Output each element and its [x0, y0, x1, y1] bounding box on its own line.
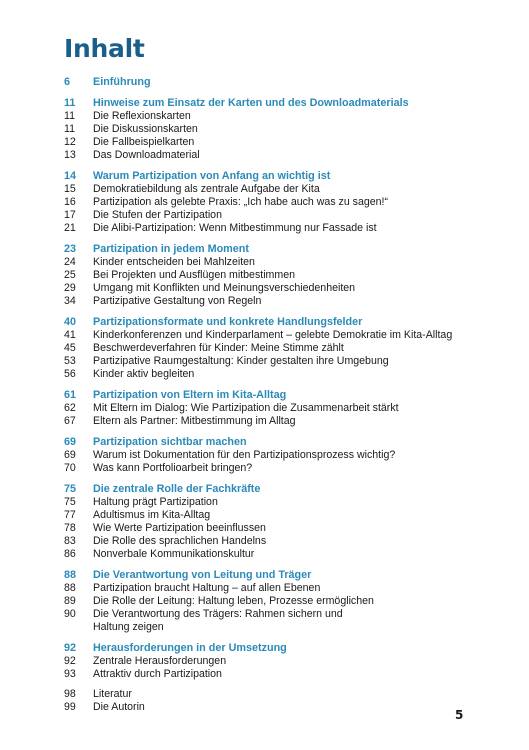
toc-entry[interactable] — [64, 402, 494, 415]
toc-entry-title: Die Autorin — [93, 701, 145, 713]
toc-page-number: 83 — [64, 535, 76, 547]
toc-page-number: 11 — [64, 110, 75, 122]
toc-page-number: 86 — [64, 548, 76, 560]
toc-entry-title: Wie Werte Partizipation beeinflussen — [93, 522, 266, 534]
toc-entry[interactable] — [64, 688, 494, 701]
toc-entry[interactable] — [64, 621, 494, 634]
toc-page-number: 69 — [64, 436, 77, 448]
toc-page-number: 99 — [64, 701, 76, 713]
toc-entry-title: Demokratiebildung als zentrale Aufgabe der Kita — [93, 183, 320, 195]
toc-entry[interactable] — [64, 149, 494, 162]
toc-page-number: 14 — [64, 170, 77, 182]
toc-entry-title: Partizipative Gestaltung von Regeln — [93, 295, 262, 307]
toc-page-number: 24 — [64, 256, 76, 268]
toc-entry-title: Warum ist Dokumentation für den Partizipationsprozess wichtig? — [93, 449, 396, 461]
toc-page-number: 41 — [64, 329, 76, 341]
toc-entry-title: Das Downloadmaterial — [93, 149, 200, 161]
toc-section-heading[interactable] — [64, 435, 494, 449]
toc-page-number: 88 — [64, 582, 76, 594]
toc-page-number: 67 — [64, 415, 76, 427]
toc-entry-title: Die zentrale Rolle der Fachkräfte — [93, 483, 261, 495]
toc-entry[interactable] — [64, 256, 494, 269]
toc-page-number: 17 — [64, 209, 76, 221]
toc-page-number: 25 — [64, 269, 76, 281]
toc-entry[interactable] — [64, 123, 494, 136]
toc-entry[interactable] — [64, 595, 494, 608]
toc-entry[interactable] — [64, 449, 494, 462]
toc-entry-title: Literatur — [93, 688, 132, 700]
toc-entry-title: Partizipation als gelebte Praxis: „Ich habe auch was zu sagen!“ — [93, 196, 389, 208]
toc-page-number: 70 — [64, 462, 76, 474]
toc-section — [64, 568, 494, 634]
toc-entry-title: Eltern als Partner: Mitbestimmung im Alltag — [93, 415, 296, 427]
toc-entry[interactable] — [64, 269, 494, 282]
toc-section-heading[interactable] — [64, 568, 494, 582]
toc-section — [64, 641, 494, 681]
toc-entry-title: Die Diskussionskarten — [93, 123, 198, 135]
toc-section-heading[interactable] — [64, 641, 494, 655]
toc-section — [64, 242, 494, 308]
toc-page-number: 61 — [64, 389, 77, 401]
toc-entry-title: Nonverbale Kommunikationskultur — [93, 548, 255, 560]
toc-section — [64, 96, 494, 162]
toc-back-matter — [64, 688, 494, 714]
toc-entry[interactable] — [64, 701, 494, 714]
toc-entry[interactable] — [64, 329, 494, 342]
toc-section — [64, 482, 494, 561]
toc-entry[interactable] — [64, 522, 494, 535]
toc-entry-title: Partizipation braucht Haltung – auf allen Ebenen — [93, 582, 321, 594]
toc-entry[interactable] — [64, 196, 494, 209]
toc-page-number: 69 — [64, 449, 76, 461]
toc-section-heading[interactable] — [64, 242, 494, 256]
toc-page-number: 98 — [64, 688, 76, 700]
toc-entry[interactable] — [64, 209, 494, 222]
toc-section — [64, 75, 494, 89]
toc-entry-title: Die Verantwortung des Trägers: Rahmen sichern und — [93, 608, 343, 620]
toc-entry[interactable] — [64, 222, 494, 235]
toc-page-number: 89 — [64, 595, 76, 607]
toc-section — [64, 169, 494, 235]
toc-page-number: 6 — [64, 76, 71, 88]
toc-page-number: 23 — [64, 243, 77, 255]
toc-entry[interactable] — [64, 496, 494, 509]
toc-section-heading[interactable] — [64, 315, 494, 329]
toc-page-number: 13 — [64, 149, 76, 161]
toc-entry[interactable] — [64, 110, 494, 123]
toc-entry-title: Zentrale Herausforderungen — [93, 655, 227, 667]
page-number: 5 — [455, 708, 464, 722]
toc-entry-title: Haltung prägt Partizipation — [93, 496, 218, 508]
toc-page-number: 75 — [64, 496, 76, 508]
toc-page-number: 53 — [64, 355, 76, 367]
toc-entry-title: Herausforderungen in der Umsetzung — [93, 642, 287, 654]
toc-entry[interactable] — [64, 136, 494, 149]
toc-section-heading[interactable] — [64, 75, 494, 89]
toc-entry-title: Die Verantwortung von Leitung und Träger — [93, 569, 312, 581]
table-of-contents — [64, 75, 494, 721]
toc-page-number: 77 — [64, 509, 76, 521]
toc-entry-title: Kinderkonferenzen und Kinderparlament – gelebte Demokratie im Kita-Alltag — [93, 329, 453, 341]
toc-entry-title: Beschwerdeverfahren für Kinder: Meine Stimme zählt — [93, 342, 344, 354]
toc-entry[interactable] — [64, 415, 494, 428]
toc-entry-title: Was kann Portfolioarbeit bringen? — [93, 462, 253, 474]
toc-page-number: 29 — [64, 282, 76, 294]
toc-entry[interactable] — [64, 608, 494, 621]
toc-entry[interactable] — [64, 355, 494, 368]
toc-entry[interactable] — [64, 295, 494, 308]
toc-entry-title: Die Fallbeispielkarten — [93, 136, 195, 148]
toc-entry-title: Die Reflexionskarten — [93, 110, 191, 122]
toc-page-number: 11 — [64, 97, 76, 109]
toc-page-number: 88 — [64, 569, 77, 581]
toc-section-heading[interactable] — [64, 169, 494, 183]
toc-entry-title: Die Alibi-Partizipation: Wenn Mitbestimmung nur Fassade ist — [93, 222, 377, 234]
toc-entry[interactable] — [64, 282, 494, 295]
toc-entry-title: Die Rolle der Leitung: Haltung leben, Prozesse ermöglichen — [93, 595, 374, 607]
toc-page-number: 78 — [64, 522, 76, 534]
page-title: Inhalt — [64, 34, 145, 63]
toc-entry-title: Hinweise zum Einsatz der Karten und des Downloadmaterials — [93, 97, 409, 109]
toc-entry[interactable] — [64, 342, 494, 355]
toc-page-number: 15 — [64, 183, 76, 195]
toc-page-number: 92 — [64, 642, 77, 654]
toc-page-number: 90 — [64, 608, 76, 620]
toc-entry[interactable] — [64, 462, 494, 475]
toc-entry-title: Die Stufen der Partizipation — [93, 209, 222, 221]
toc-entry-title: Mit Eltern im Dialog: Wie Partizipation die Zusammenarbeit stärkt — [93, 402, 399, 414]
toc-section — [64, 388, 494, 428]
toc-entry-title: Einführung — [93, 76, 151, 88]
toc-entry-title: Bei Projekten und Ausflügen mitbestimmen — [93, 269, 295, 281]
toc-entry-title: Haltung zeigen — [93, 621, 164, 633]
toc-entry-title: Umgang mit Konflikten und Meinungsverschiedenheiten — [93, 282, 356, 294]
toc-page-number — [64, 621, 93, 634]
toc-page-number: 34 — [64, 295, 76, 307]
toc-entry-title: Kinder aktiv begleiten — [93, 368, 195, 380]
toc-entry-title: Attraktiv durch Partizipation — [93, 668, 222, 680]
toc-entry[interactable] — [64, 535, 494, 548]
toc-entry[interactable] — [64, 582, 494, 595]
toc-page-number: 93 — [64, 668, 76, 680]
toc-page-number: 16 — [64, 196, 76, 208]
toc-entry[interactable] — [64, 548, 494, 561]
toc-section-heading[interactable] — [64, 96, 494, 110]
toc-section-heading[interactable] — [64, 482, 494, 496]
toc-page-number: 75 — [64, 483, 77, 495]
toc-entry-title: Warum Partizipation von Anfang an wichtig ist — [93, 170, 331, 182]
toc-entry[interactable] — [64, 668, 494, 681]
toc-entry-title: Partizipation von Eltern im Kita-Alltag — [93, 389, 287, 401]
toc-page-number: 12 — [64, 136, 76, 148]
toc-entry-title: Partizipationsformate und konkrete Handlungsfelder — [93, 316, 363, 328]
toc-entry-title: Partizipative Raumgestaltung: Kinder gestalten ihre Umgebung — [93, 355, 389, 367]
toc-page-number: 11 — [64, 123, 75, 135]
toc-entry-title: Die Rolle des sprachlichen Handelns — [93, 535, 267, 547]
toc-page-number: 92 — [64, 655, 76, 667]
toc-entry[interactable] — [64, 183, 494, 196]
toc-page-number: 45 — [64, 342, 76, 354]
toc-page-number: 21 — [64, 222, 76, 234]
toc-entry[interactable] — [64, 368, 494, 381]
toc-page-number: 56 — [64, 368, 76, 380]
toc-entry-title: Adultismus im Kita-Alltag — [93, 509, 211, 521]
toc-entry-title: Partizipation in jedem Moment — [93, 243, 249, 255]
toc-page-number: 40 — [64, 316, 77, 328]
toc-section — [64, 435, 494, 475]
toc-section — [64, 315, 494, 381]
toc-entry-title: Partizipation sichtbar machen — [93, 436, 247, 448]
toc-entry-title: Kinder entscheiden bei Mahlzeiten — [93, 256, 255, 268]
toc-entry[interactable] — [64, 509, 494, 522]
toc-entry[interactable] — [64, 655, 494, 668]
toc-section-heading[interactable] — [64, 388, 494, 402]
toc-page-number: 62 — [64, 402, 76, 414]
